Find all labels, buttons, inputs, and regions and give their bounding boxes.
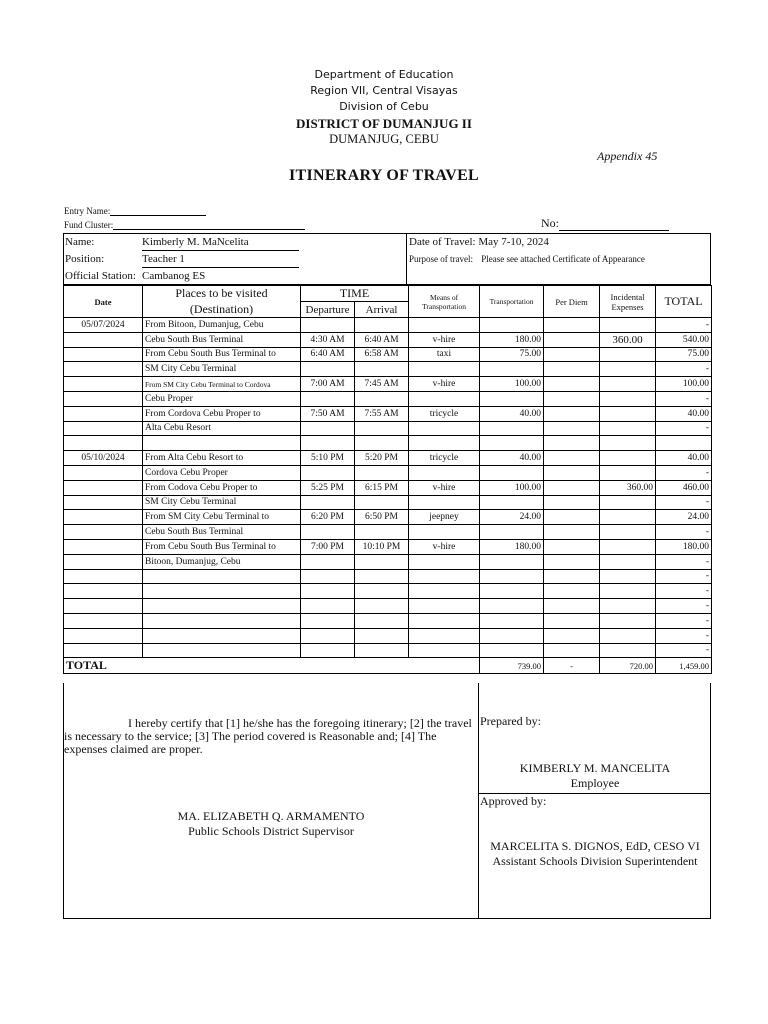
cell-incidental	[600, 465, 656, 480]
cell-per-diem	[544, 391, 600, 406]
position-value: Teacher 1	[142, 253, 299, 268]
prepared-by-label: Prepared by:	[480, 714, 541, 728]
cell-date	[64, 525, 143, 540]
cert-vertical-divider	[478, 683, 479, 918]
cell-total: 460.00	[656, 480, 712, 495]
table-row	[64, 318, 712, 333]
position-label: Position:	[65, 253, 105, 265]
cell-transport	[480, 495, 544, 510]
cell-transport: 100.00	[480, 480, 544, 495]
cell-total	[656, 436, 712, 451]
table-row	[64, 347, 712, 362]
cell-arrival	[355, 495, 409, 510]
cell-transport: 40.00	[480, 406, 544, 421]
cell-incidental	[600, 584, 656, 599]
cell-arrival: 5:20 PM	[355, 451, 409, 466]
cell-departure: 6:40 AM	[301, 347, 355, 362]
totals-incidental: 720.00	[600, 658, 656, 674]
fund-cluster-label: Fund Cluster:	[64, 220, 114, 230]
cell-place: From Alta Cebu Resort to	[143, 451, 301, 466]
cell-departure: 4:30 AM	[301, 332, 355, 347]
cell-transport	[480, 599, 544, 614]
table-row	[64, 480, 712, 495]
cell-date	[64, 569, 143, 584]
cell-per-diem	[544, 332, 600, 347]
cell-total: -	[656, 569, 712, 584]
cell-date	[64, 362, 143, 377]
cell-means: v-hire	[409, 539, 480, 554]
cell-arrival	[355, 584, 409, 599]
cell-means: v-hire	[409, 332, 480, 347]
cell-departure	[301, 628, 355, 643]
cell-means	[409, 643, 480, 658]
cell-transport: 100.00	[480, 377, 544, 392]
cell-arrival	[355, 554, 409, 569]
cell-total: 40.00	[656, 451, 712, 466]
cell-means: tricycle	[409, 451, 480, 466]
cell-date	[64, 554, 143, 569]
cell-incidental	[600, 436, 656, 451]
totals-grand-total: 1,459.00	[656, 658, 712, 674]
cell-place	[143, 613, 301, 628]
cell-transport	[480, 569, 544, 584]
table-row	[64, 421, 712, 436]
cell-total: -	[656, 628, 712, 643]
cell-incidental	[600, 377, 656, 392]
cell-place: Cebu South Bus Terminal	[143, 332, 301, 347]
cell-departure: 5:25 PM	[301, 480, 355, 495]
appendix-label: Appendix 45	[597, 149, 658, 163]
approved-name: MARCELITA S. DIGNOS, EdD, CESO VI	[490, 839, 700, 853]
cell-departure	[301, 421, 355, 436]
cell-place	[143, 599, 301, 614]
cell-departure: 7:00 PM	[301, 539, 355, 554]
cell-incidental: 360.00	[600, 332, 656, 347]
cell-per-diem	[544, 451, 600, 466]
cell-place	[143, 569, 301, 584]
table-row	[64, 613, 712, 628]
cell-incidental	[600, 362, 656, 377]
cell-departure	[301, 569, 355, 584]
cell-arrival	[355, 643, 409, 658]
prepared-title: Employee	[570, 776, 620, 790]
cell-per-diem	[544, 539, 600, 554]
table-row	[64, 539, 712, 554]
cell-incidental	[600, 347, 656, 362]
cell-per-diem	[544, 480, 600, 495]
cell-total: -	[656, 495, 712, 510]
no-line	[559, 218, 669, 231]
table-row	[64, 436, 712, 451]
cell-incidental	[600, 569, 656, 584]
col-header-places: Places to be visited	[143, 286, 301, 302]
cell-date: 05/10/2024	[64, 451, 143, 466]
cell-means: jeepney	[409, 510, 480, 525]
means-line2: Transportation	[422, 301, 466, 311]
cell-incidental	[600, 451, 656, 466]
date-label: Date of Travel:	[409, 236, 476, 248]
col-header-departure: Departure	[301, 302, 355, 318]
date-of-travel	[409, 236, 549, 248]
cell-date	[64, 465, 143, 480]
cell-date	[64, 495, 143, 510]
cell-departure: 7:50 AM	[301, 406, 355, 421]
cell-date	[64, 406, 143, 421]
cell-transport	[480, 613, 544, 628]
header-division: Division of Cebu	[339, 100, 429, 113]
cert-statement: I hereby certify that [1] he/she has the foregoing itinerary; [2] the travel is necessary to the service; [3] The period covered is Reasonable and; [4] The expenses claimed are proper.	[64, 716, 472, 756]
cell-arrival	[355, 318, 409, 333]
cell-per-diem	[544, 436, 600, 451]
cell-place: Cebu Proper	[143, 391, 301, 406]
cell-per-diem	[544, 495, 600, 510]
cell-departure	[301, 599, 355, 614]
cell-departure	[301, 436, 355, 451]
cell-incidental	[600, 525, 656, 540]
cell-total: -	[656, 318, 712, 333]
name-label: Name:	[65, 236, 95, 248]
cell-per-diem	[544, 613, 600, 628]
cell-place: From Cebu South Bus Terminal to	[143, 347, 301, 362]
prepared-name: KIMBERLY M. MANCELITA	[519, 761, 671, 775]
cell-total: -	[656, 391, 712, 406]
cell-departure	[301, 554, 355, 569]
cell-transport	[480, 554, 544, 569]
cell-transport: 40.00	[480, 451, 544, 466]
fund-cluster-line	[113, 219, 305, 230]
cell-means: v-hire	[409, 480, 480, 495]
cell-transport	[480, 584, 544, 599]
cell-total: 24.00	[656, 510, 712, 525]
cell-incidental	[600, 510, 656, 525]
cell-place: SM City Cebu Terminal	[143, 495, 301, 510]
cell-total: -	[656, 465, 712, 480]
cell-transport	[480, 643, 544, 658]
cell-arrival	[355, 525, 409, 540]
cell-per-diem	[544, 599, 600, 614]
totals-row	[64, 658, 712, 674]
cell-place: From Codova Cebu Proper to	[143, 480, 301, 495]
prepared-by-signature	[478, 761, 712, 791]
cell-incidental	[600, 495, 656, 510]
station-label: Official Station:	[65, 270, 136, 282]
cell-place: From SM City Cebu Terminal to Cordova	[143, 377, 301, 392]
cell-incidental	[600, 613, 656, 628]
table-row	[64, 495, 712, 510]
cell-means: v-hire	[409, 377, 480, 392]
approved-by-label: Approved by:	[480, 794, 547, 808]
cell-departure	[301, 525, 355, 540]
cell-incidental	[600, 421, 656, 436]
cell-date	[64, 377, 143, 392]
cell-means	[409, 421, 480, 436]
cell-transport: 75.00	[480, 347, 544, 362]
incidental-line1: Incidental	[610, 291, 645, 302]
cell-transport	[480, 436, 544, 451]
station-value: Cambanog ES	[142, 270, 206, 282]
cell-departure	[301, 643, 355, 658]
table-row	[64, 332, 712, 347]
cell-incidental	[600, 318, 656, 333]
cell-means	[409, 318, 480, 333]
cell-transport: 180.00	[480, 332, 544, 347]
cell-place: Cebu South Bus Terminal	[143, 525, 301, 540]
table-row	[64, 377, 712, 392]
cell-incidental	[600, 539, 656, 554]
cell-departure: 6:20 PM	[301, 510, 355, 525]
table-row	[64, 406, 712, 421]
purpose-value: Please see attached Certificate of Appearance	[481, 254, 645, 264]
cell-transport	[480, 362, 544, 377]
no-field	[541, 216, 669, 231]
cell-date	[64, 613, 143, 628]
cell-transport	[480, 628, 544, 643]
col-header-means	[409, 286, 480, 318]
cell-per-diem	[544, 510, 600, 525]
supervisor-title: Public Schools District Supervisor	[188, 824, 354, 838]
cell-total: -	[656, 584, 712, 599]
table-row	[64, 569, 712, 584]
cell-place: From Cebu South Bus Terminal to	[143, 539, 301, 554]
cell-total: -	[656, 599, 712, 614]
cell-per-diem	[544, 377, 600, 392]
cell-means	[409, 599, 480, 614]
cell-place	[143, 628, 301, 643]
cell-transport: 24.00	[480, 510, 544, 525]
cell-incidental	[600, 643, 656, 658]
cell-per-diem	[544, 347, 600, 362]
approved-title: Assistant Schools Division Superintendent	[492, 854, 698, 868]
cell-arrival	[355, 391, 409, 406]
date-value: May 7-10, 2024	[478, 236, 549, 248]
cell-place: From Cordova Cebu Proper to	[143, 406, 301, 421]
no-label: No:	[541, 216, 559, 230]
cell-means	[409, 495, 480, 510]
cell-total: -	[656, 525, 712, 540]
cell-arrival: 6:40 AM	[355, 332, 409, 347]
cell-per-diem	[544, 569, 600, 584]
cell-means	[409, 584, 480, 599]
cell-total: -	[656, 613, 712, 628]
cell-per-diem	[544, 465, 600, 480]
cell-incidental	[600, 599, 656, 614]
cell-means: tricycle	[409, 406, 480, 421]
cell-arrival: 6:58 AM	[355, 347, 409, 362]
cell-date	[64, 510, 143, 525]
cell-total: -	[656, 362, 712, 377]
cell-departure	[301, 613, 355, 628]
cell-arrival: 7:55 AM	[355, 406, 409, 421]
cell-departure: 5:10 PM	[301, 451, 355, 466]
table-row	[64, 510, 712, 525]
table-row	[64, 391, 712, 406]
cell-arrival	[355, 465, 409, 480]
cell-place: Cordova Cebu Proper	[143, 465, 301, 480]
cell-means	[409, 391, 480, 406]
cell-date	[64, 643, 143, 658]
cell-incidental: 360.00	[600, 480, 656, 495]
cell-total: 100.00	[656, 377, 712, 392]
cell-per-diem	[544, 362, 600, 377]
name-value: Kimberly M. MaNcelita	[142, 236, 299, 251]
cell-transport: 180.00	[480, 539, 544, 554]
cell-arrival: 6:50 PM	[355, 510, 409, 525]
cell-date	[64, 421, 143, 436]
cell-date	[64, 599, 143, 614]
cell-total: -	[656, 643, 712, 658]
cell-date	[64, 332, 143, 347]
col-header-total: TOTAL	[656, 286, 712, 318]
cell-date	[64, 539, 143, 554]
cell-departure	[301, 465, 355, 480]
cell-date: 05/07/2024	[64, 318, 143, 333]
cell-date	[64, 391, 143, 406]
cell-arrival	[355, 628, 409, 643]
table-row	[64, 451, 712, 466]
cell-place: SM City Cebu Terminal	[143, 362, 301, 377]
table-row	[64, 628, 712, 643]
cell-place	[143, 584, 301, 599]
cell-arrival	[355, 436, 409, 451]
cell-date	[64, 436, 143, 451]
cell-transport	[480, 421, 544, 436]
cell-place: From SM City Cebu Terminal to	[143, 510, 301, 525]
cell-incidental	[600, 554, 656, 569]
cell-arrival: 10:10 PM	[355, 539, 409, 554]
table-row	[64, 362, 712, 377]
cell-per-diem	[544, 421, 600, 436]
header-department: Department of Education	[314, 68, 454, 81]
cell-means: taxi	[409, 347, 480, 362]
traveler-info-box	[63, 233, 711, 285]
entry-name-field	[64, 205, 206, 216]
cell-means	[409, 554, 480, 569]
table-row	[64, 643, 712, 658]
table-row	[64, 465, 712, 480]
header-region: Region VII, Central Visayas	[310, 84, 458, 97]
cell-per-diem	[544, 643, 600, 658]
fund-cluster-field	[64, 219, 305, 230]
cell-date	[64, 347, 143, 362]
cell-arrival	[355, 569, 409, 584]
table-row	[64, 599, 712, 614]
cell-place	[143, 643, 301, 658]
cell-date	[64, 480, 143, 495]
table-row	[64, 584, 712, 599]
col-header-destination: (Destination)	[143, 302, 301, 318]
page-title: ITINERARY OF TRAVEL	[288, 167, 480, 184]
cell-means	[409, 628, 480, 643]
cell-transport	[480, 318, 544, 333]
entry-name-line	[110, 205, 206, 216]
totals-per-diem: -	[544, 658, 600, 674]
cell-arrival	[355, 421, 409, 436]
info-divider	[406, 234, 407, 284]
cell-means	[409, 525, 480, 540]
cell-per-diem	[544, 406, 600, 421]
cell-per-diem	[544, 584, 600, 599]
cell-means	[409, 436, 480, 451]
cell-date	[64, 584, 143, 599]
cell-per-diem	[544, 628, 600, 643]
cell-incidental	[600, 391, 656, 406]
totals-label: TOTAL	[64, 658, 480, 674]
cell-total: 75.00	[656, 347, 712, 362]
cell-per-diem	[544, 525, 600, 540]
col-header-date: Date	[64, 286, 143, 318]
cell-place: Alta Cebu Resort	[143, 421, 301, 436]
cell-total: 40.00	[656, 406, 712, 421]
cell-total: -	[656, 421, 712, 436]
header-district: DISTRICT OF DUMANJUG II	[296, 116, 472, 131]
means-line1: Means of	[429, 292, 459, 302]
purpose-of-travel	[409, 253, 645, 265]
cell-place: Bitoon, Dumanjug, Cebu	[143, 554, 301, 569]
col-header-arrival: Arrival	[355, 302, 409, 318]
cell-incidental	[600, 406, 656, 421]
cell-total: 180.00	[656, 539, 712, 554]
cell-departure	[301, 391, 355, 406]
cell-means	[409, 613, 480, 628]
supervisor-signature	[64, 809, 478, 839]
table-row	[64, 554, 712, 569]
cell-departure	[301, 362, 355, 377]
cell-means	[409, 465, 480, 480]
cell-per-diem	[544, 318, 600, 333]
cell-transport	[480, 465, 544, 480]
cell-date	[64, 628, 143, 643]
incidental-line2: Expenses	[611, 301, 644, 312]
col-header-time: TIME	[301, 286, 409, 302]
cell-incidental	[600, 628, 656, 643]
entry-name-label: Entry Name:	[64, 206, 111, 216]
cell-arrival	[355, 613, 409, 628]
col-header-transportation: Transportation	[480, 286, 544, 318]
approved-by-signature	[478, 839, 712, 869]
cell-total: -	[656, 554, 712, 569]
cell-transport	[480, 391, 544, 406]
cell-total: 540.00	[656, 332, 712, 347]
cell-means	[409, 362, 480, 377]
cell-arrival: 6:15 PM	[355, 480, 409, 495]
cell-place	[143, 436, 301, 451]
cell-arrival	[355, 599, 409, 614]
cell-arrival	[355, 362, 409, 377]
cell-departure	[301, 318, 355, 333]
cell-departure: 7:00 AM	[301, 377, 355, 392]
table-row	[64, 525, 712, 540]
cell-departure	[301, 584, 355, 599]
cell-per-diem	[544, 554, 600, 569]
totals-transport: 739.00	[480, 658, 544, 674]
cell-transport	[480, 525, 544, 540]
certification-text	[64, 717, 476, 756]
itinerary-table	[63, 285, 712, 674]
header-location: DUMANJUG, CEBU	[329, 132, 439, 146]
supervisor-name: MA. ELIZABETH Q. ARMAMENTO	[177, 809, 365, 823]
col-header-per-diem: Per Diem	[544, 286, 600, 318]
cell-departure	[301, 495, 355, 510]
cell-place: From Bitoon, Dumanjug, Cebu	[143, 318, 301, 333]
cell-means	[409, 569, 480, 584]
col-header-incidental	[600, 286, 656, 318]
certification-box	[63, 683, 711, 919]
cell-arrival: 7:45 AM	[355, 377, 409, 392]
purpose-label: Purpose of travel:	[409, 254, 473, 264]
